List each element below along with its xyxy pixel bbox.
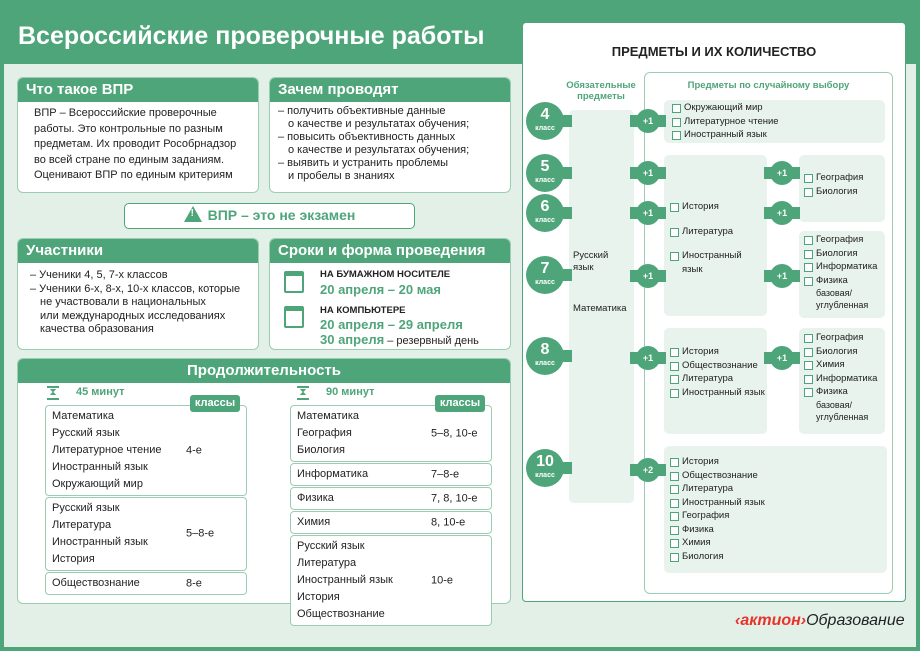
subject-option: Литература bbox=[670, 225, 767, 239]
subject-option: Обществознание bbox=[670, 469, 887, 483]
grade-word: класс bbox=[535, 472, 555, 479]
subject-option: Информатика bbox=[804, 260, 885, 274]
card-title: Участники bbox=[18, 239, 258, 263]
grades-value: 7–8-е bbox=[431, 468, 460, 480]
plus-badge: +1 bbox=[636, 109, 660, 133]
grades-value: 8-е bbox=[186, 577, 202, 589]
text-line: Оценивают ВПР по единым критериям bbox=[34, 169, 233, 181]
text-line: о качестве и результатах обучения; bbox=[288, 118, 470, 130]
plus-badge: +1 bbox=[770, 264, 794, 288]
subject-name: История bbox=[52, 553, 95, 565]
subject-option: Иностранный язык bbox=[670, 386, 767, 400]
subject-name: Иностранный язык bbox=[52, 461, 148, 473]
subject-name: Литературное чтение bbox=[52, 444, 162, 456]
grades-value: 5–8, 10-е bbox=[431, 427, 478, 439]
random-label: Предметы по случайному выбору bbox=[687, 80, 850, 91]
card-title: Продолжительность bbox=[18, 359, 510, 383]
plus-badge: +1 bbox=[636, 264, 660, 288]
paper-label: НА БУМАЖНОМ НОСИТЕЛЕ bbox=[320, 269, 451, 280]
hourglass-icon: ⧗ bbox=[297, 386, 309, 400]
physics-note: базовая/ углубленная bbox=[816, 288, 869, 310]
aktion-logo: ‹актион›Образование bbox=[735, 612, 905, 629]
text-line: ВПР – Всероссийские проверочные bbox=[34, 107, 217, 119]
text-line: или международных исследованиях bbox=[40, 309, 226, 322]
grades-value: 7, 8, 10-е bbox=[431, 492, 478, 504]
subject-option: География bbox=[670, 509, 887, 523]
mandatory-math: Математика bbox=[573, 303, 627, 314]
mandatory-label: Обязательные предметы bbox=[566, 80, 636, 102]
hourglass-icon: ⧗ bbox=[47, 386, 59, 400]
subject-option: Биология bbox=[804, 345, 885, 359]
card-title: Что такое ВПР bbox=[18, 78, 258, 102]
text-line: и пробелы в знаниях bbox=[288, 170, 395, 182]
page-title: Всероссийские проверочные работы bbox=[18, 22, 485, 50]
subject-option: География bbox=[804, 331, 885, 345]
grade-word: класс bbox=[535, 360, 555, 367]
subject-option: История bbox=[670, 455, 887, 469]
subject-option: Физика bbox=[804, 274, 885, 288]
subject-option: Биология bbox=[804, 247, 885, 261]
grades-value: 10-е bbox=[431, 574, 454, 586]
reserve-day: 30 апреля – резервный день bbox=[320, 332, 479, 347]
subjects-title: ПРЕДМЕТЫ И ИХ КОЛИЧЕСТВО bbox=[611, 44, 817, 59]
classes-badge: классы bbox=[190, 395, 240, 412]
subject-name: Математика bbox=[297, 410, 359, 422]
subject-name: Химия bbox=[297, 516, 331, 528]
subject-option: Литературное чтение bbox=[672, 115, 885, 129]
text-line: работы. Это контрольные по разным bbox=[34, 122, 223, 135]
text-line: – Ученики 4, 5, 7-х классов bbox=[30, 269, 168, 281]
plus-badge: +1 bbox=[770, 346, 794, 370]
grades-value: 4-е bbox=[186, 444, 202, 456]
subject-name: История bbox=[297, 591, 340, 603]
subject-option: Иностранный язык bbox=[672, 128, 885, 142]
plus-badge: +1 bbox=[636, 161, 660, 185]
text-line: – Ученики 6-х, 8-х, 10-х классов, которые bbox=[30, 282, 241, 295]
subject-name: Русский язык bbox=[52, 427, 120, 439]
grade-number: 4 bbox=[540, 106, 550, 123]
subject-option: Иностранный язык bbox=[670, 496, 887, 510]
text-line: – выявить и устранить проблемы bbox=[278, 157, 449, 169]
grade-word: класс bbox=[535, 125, 555, 132]
subject-option: Иностранный язык bbox=[670, 249, 740, 276]
subject-name: Обществознание bbox=[52, 577, 140, 589]
subject-option: Химия bbox=[804, 358, 885, 372]
subject-option: Обществознание bbox=[670, 359, 767, 373]
mandatory-russian: Русский язык bbox=[573, 250, 609, 273]
subject-option: История bbox=[670, 200, 767, 214]
grade-number: 8 bbox=[540, 341, 550, 358]
plus-badge: +2 bbox=[636, 458, 660, 482]
grade-number: 10 bbox=[536, 453, 554, 470]
subject-option: Биология bbox=[670, 550, 887, 564]
subject-name: Литература bbox=[52, 519, 112, 531]
text-line: качества образования bbox=[40, 323, 154, 335]
card-title: Сроки и форма проведения bbox=[270, 239, 510, 263]
plus-badge: +1 bbox=[770, 201, 794, 225]
physics-note: базовая/ углубленная bbox=[816, 399, 869, 422]
subject-option: География bbox=[804, 233, 885, 247]
grade-word: класс bbox=[535, 279, 555, 286]
subject-name: Русский язык bbox=[297, 540, 365, 552]
subject-option: История bbox=[670, 345, 767, 359]
duration-90-label: 90 минут bbox=[326, 386, 375, 398]
text-line: предметам. Их проводит Рособрнадзор bbox=[34, 138, 237, 150]
subject-option: Физика bbox=[804, 385, 885, 399]
text-line: – повысить объективность данных bbox=[278, 131, 456, 143]
subject-name: Русский язык bbox=[52, 502, 120, 514]
grade-number: 5 bbox=[540, 158, 550, 175]
subject-name: Обществознание bbox=[297, 608, 385, 620]
pc-dates: 20 апреля – 29 апреля bbox=[320, 317, 463, 332]
grade-number: 7 bbox=[540, 260, 550, 277]
card-title: Зачем проводят bbox=[270, 78, 510, 102]
subject-name: Математика bbox=[52, 410, 114, 422]
subject-option: География bbox=[804, 171, 885, 185]
plus-badge: +1 bbox=[636, 346, 660, 370]
subject-option: Литература bbox=[670, 482, 887, 496]
text-line: – получить объективные данные bbox=[278, 105, 446, 117]
subject-name: Окружающий мир bbox=[52, 478, 143, 490]
text-line: не участвовали в национальных bbox=[40, 296, 206, 308]
subject-name: Физика bbox=[297, 492, 334, 504]
plus-badge: +1 bbox=[636, 201, 660, 225]
subject-name: Иностранный язык bbox=[52, 536, 148, 548]
subject-name: Иностранный язык bbox=[297, 574, 393, 586]
subject-name: География bbox=[297, 427, 352, 439]
pc-label: НА КОМПЬЮТЕРЕ bbox=[320, 305, 406, 316]
subject-option: Информатика bbox=[804, 372, 885, 386]
subject-name: Биология bbox=[297, 444, 346, 456]
grade-word: класс bbox=[535, 217, 555, 224]
grade-word: класс bbox=[535, 177, 555, 184]
subject-name: Информатика bbox=[297, 468, 369, 480]
text-line: о качестве и результатах обучения; bbox=[288, 144, 470, 156]
subject-option: Окружающий мир bbox=[672, 101, 885, 115]
warning-text: ВПР – это не экзамен bbox=[207, 207, 356, 223]
subject-option: Химия bbox=[670, 536, 887, 550]
text-line: во всей стране по единым заданиям. bbox=[34, 153, 225, 166]
duration-45-label: 45 минут bbox=[76, 386, 125, 398]
subject-option: Биология bbox=[804, 185, 885, 199]
grade-number: 6 bbox=[540, 198, 550, 215]
plus-badge: +1 bbox=[770, 161, 794, 185]
classes-badge: классы bbox=[435, 395, 485, 412]
subject-option: Физика bbox=[670, 523, 887, 537]
grades-value: 8, 10-е bbox=[431, 516, 466, 528]
subject-name: Литература bbox=[297, 557, 357, 569]
subject-option: Литература bbox=[670, 372, 767, 386]
paper-dates: 20 апреля – 20 мая bbox=[320, 282, 441, 297]
grades-value: 5–8-е bbox=[186, 527, 215, 540]
